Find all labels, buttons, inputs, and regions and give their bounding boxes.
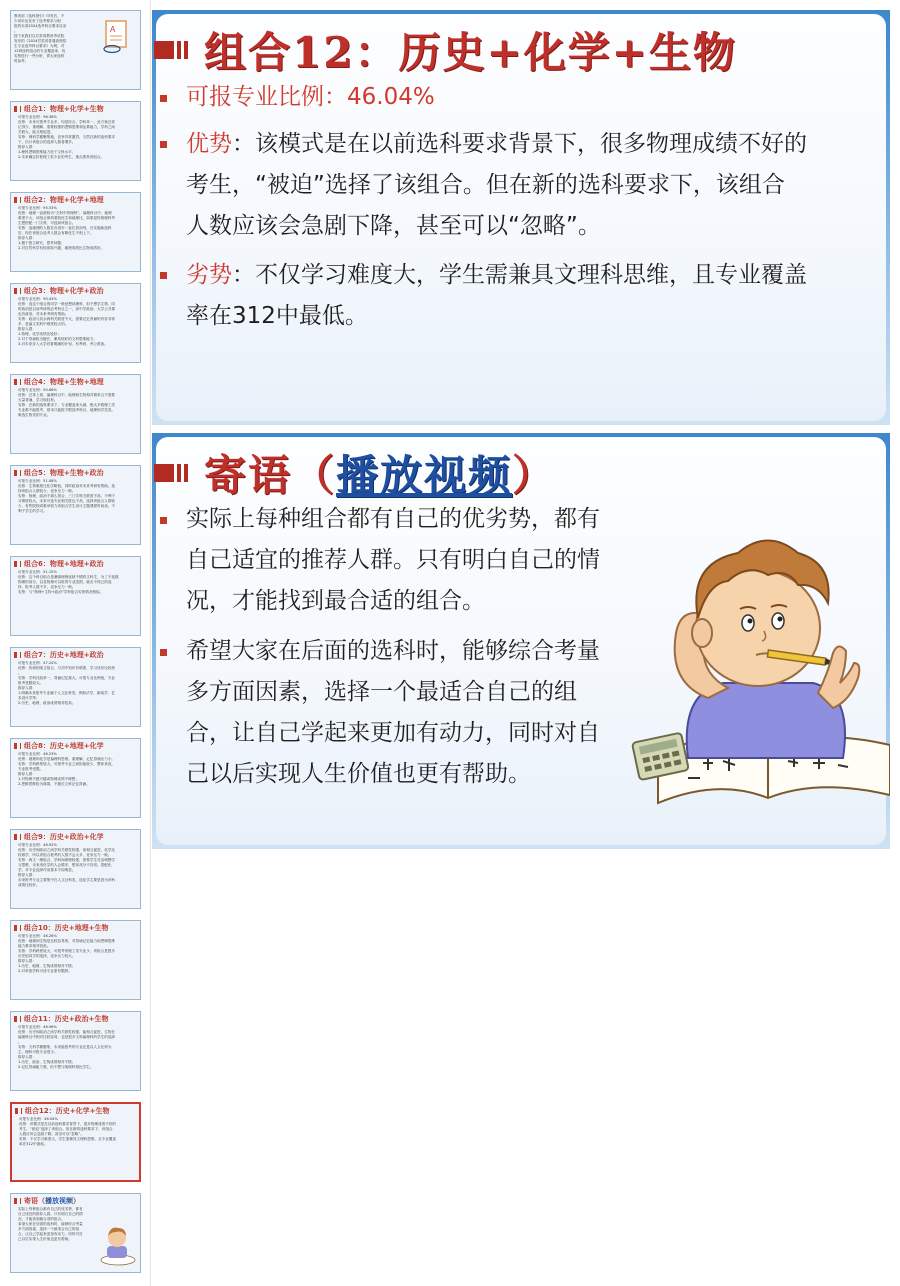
title-bars-decoration (154, 41, 188, 59)
thumb-title: 组合2：物理+化学+地理 (24, 195, 104, 204)
bullet-icon (160, 517, 167, 524)
thumb-text: 推荐人群： (18, 1055, 36, 1059)
thumb-text: 。 (18, 1040, 22, 1044)
thumb-text: 习思维，未来适化学的人会增多，想拿高分不容易。搭配化 (18, 863, 112, 867)
disadvantage-label: 劣势 (186, 262, 232, 288)
thumb-text: 2.历史、地理、政治成绩相对较高。 (18, 701, 76, 705)
title-start: 寄语（ (204, 451, 337, 500)
thumb-text: 专业报考受限。 (18, 767, 44, 771)
thumb-text: 劣势：理科学霸聚集地，竞争异常激烈，当然在新的选科要求 (18, 135, 116, 139)
slide-thumbnail-3[interactable] (10, 283, 141, 363)
thumb-text: 可报专业比例：46.92% (18, 843, 57, 847)
thumb-text: 1.对物理不感兴趣或物理成绩不理想； (18, 777, 79, 781)
thumb-text: 较难学，所以该组合报考的人数不会太多，竞争压力一般。 (18, 853, 112, 857)
thumb-title: 组合4：物理+生物+地理 (24, 377, 104, 386)
thumb-text: 劣势进行一些分析，供大家选科 (14, 54, 65, 58)
thumb-text: 2.对单独学科可适专业需有限制。 (18, 969, 72, 973)
thumb-text: 推荐人群： (18, 236, 36, 240)
advantage-line: ：该模式是在以前选科要求背景下，很多物理成绩不好的 (232, 131, 807, 157)
document-icon (102, 19, 130, 53)
thumb-text: 1.历史、政治、生物成绩相对不错； (18, 1060, 76, 1064)
thumb-text: 1.物理、化学成绩比较好； (18, 332, 61, 336)
slide-closing-message (152, 433, 890, 849)
slide-thumbnail-4[interactable] (10, 374, 141, 454)
thumb-text: 记得少，重理解、需要较强的逻辑思维和运算能力，学科之间 (18, 125, 116, 129)
thumb-text: 己以后实现人生价值也更有帮助。 (18, 1237, 72, 1241)
bullet-icon (160, 272, 167, 279)
thumb-text: 2.未来确定好报理工类专业的考生，重点推荐该组合。 (18, 155, 105, 159)
thumb-text: 可报专业比例：46.04% (19, 1117, 58, 1121)
thumb-text: 时参考。 (14, 59, 29, 63)
thumb-text: 多方面因素，选择一个最适合自己的组 (18, 1227, 80, 1231)
thumb-text: 自己适宜的推荐人群。只有明白自己的情 (18, 1212, 83, 1216)
thumb-text: 劣势：学科跨度较大，可报考的理工类专业少，该组合是很多 (18, 949, 116, 953)
slide-combination-12 (152, 10, 890, 425)
thumb-text: 少，有些院校或难举较力该组合学生设计主题课程时间表，不 (18, 504, 116, 508)
thumb-title: 组合9：历史+政治+化学 (24, 832, 104, 841)
thumb-text: 劣势：与“物理+生物+政治”学科组合劣势情况相似。 (18, 590, 104, 594)
thumb-text: 学，对专业选择作用基本不如明显。 (18, 868, 76, 872)
thumb-text: 劣势：在新的选科要求下，专业覆盖率大减，绝大多数理工类 (18, 403, 116, 407)
thumb-text: 可报专业比例：90.43% (18, 297, 57, 301)
thumb-text: 择，报考人数不多，竞争压力一般。 (18, 585, 76, 589)
thumb-text: 劣势：学科跨度较大，可报考专业之间衔接较少，整体来说， (18, 762, 116, 766)
thumb-title: 组合10：历史+地理+生物 (24, 923, 109, 932)
play-video-link[interactable]: 播放视频 (336, 451, 513, 500)
thumb-title: 组合3：物理+化学+政治 (24, 286, 104, 295)
thumb-title-end: ） (73, 1196, 80, 1205)
thumb-text: 可报专业比例：46.96% (18, 1025, 57, 1029)
slide-thumbnail-intro[interactable] (10, 10, 141, 90)
slide-thumbnail-2[interactable] (10, 192, 141, 272)
thumb-title: 组合7：历史+地理+政治 (24, 650, 104, 659)
thumb-text: 劣势：文科学霸聚集，未来能报考的专业还是以人文社科为 (18, 1045, 112, 1049)
disadvantage-paragraph (186, 255, 876, 337)
thumb-text: 按下来我们以甘肃省教育考试院 (14, 34, 65, 38)
thumb-text: 未来报考专业主要集中在人文社科类，选化学主要是因为该科 (18, 878, 116, 882)
message-paragraph-2 (186, 631, 646, 795)
thumb-title: 组合8：历史+地理+化学 (24, 741, 104, 750)
thumb-text: 1.历史、地理、生物成绩相对不错； (18, 964, 76, 968)
thumb-text: 劣势：政治与其余两科关联度不大，需要记忆背诵的内容非常 (18, 317, 116, 321)
slide-thumbnail-rail (0, 0, 151, 1286)
thumb-text: 推荐人群： (18, 145, 36, 149)
thumb-text: 人数应该会急剧下降，甚至可以“忽略”。 (19, 1132, 84, 1136)
thumb-text: 报考受限较大。 (18, 681, 44, 685)
thumb-title (24, 1196, 80, 1206)
thumb-text: 考生，“被迫”选择了该组合。但在新的选科要求下，该组合 (19, 1127, 113, 1131)
thumb-text: 推荐人群： (18, 772, 36, 776)
advantage-paragraph (186, 124, 876, 247)
thumb-text: 1.理科逻辑思维能力优于文科水平； (18, 150, 76, 154)
slide-thumbnail-12[interactable] (10, 1102, 141, 1182)
thumb-text: 劣势：学科比较单一，背诵记忆重大，可报专业比例低，专业 (18, 676, 116, 680)
bullet-icon (160, 95, 167, 102)
thumb-text: 偏理科目中相对比较容易，也是很多文科偏理科的学生的选择 (18, 1035, 116, 1039)
thumb-text: 教育部《选科指引》印发后，不 (14, 14, 65, 18)
thumb-text: 优势：生物难度比化学略低，同时政治对未来考研有帮助。选 (18, 484, 116, 488)
thumb-text: 成绩比较好。 (18, 883, 40, 887)
thumb-text: 难度不大，该组合保持着较化生和地理比，如果是传统理科考 (18, 216, 116, 220)
thumb-text: 主，理科可报专业很少。 (18, 1050, 58, 1054)
thumb-text: 12种选科组合的专业覆盖率，优 (14, 49, 66, 53)
thumb-text: 。 (14, 29, 18, 33)
thumb-text: 推荐人群： (18, 873, 36, 877)
slide-thumbnail-10[interactable] (10, 920, 141, 1000)
thumb-title: 组合5：物理+生物+政治 (24, 468, 104, 477)
thumb-text: 劣势：不仅学习难度大，学生需兼具文理科思维，且专业覆盖 (19, 1137, 117, 1141)
thumb-title-start: 寄语（ (24, 1196, 45, 1205)
slide-thumbnail-8[interactable] (10, 738, 141, 818)
thumb-text: 2.记忆背诵能力强，但不想与纯理科相比学生。 (18, 1065, 94, 1069)
thumb-text: 生专业选考科目要求》为例，对 (14, 44, 65, 48)
message-line: 实际上每种组合都有自己的优劣势，都有 (186, 506, 600, 532)
thumb-text: 组的本省2024选考科目要求目录 (14, 24, 67, 28)
disadvantage-line: ：不仅学习难度大，学生需兼具文理科思维，且专业覆盖 (232, 262, 807, 288)
thumb-text: 少省市也发布了选考要求与相 (14, 19, 61, 23)
svg-text:A: A (110, 25, 116, 34)
thumb-title: 组合6：物理+地理+政治 (24, 559, 104, 568)
thumb-text: 历史组同学的选择，竞争压力较大。 (18, 954, 76, 958)
thumb-text: 可报专业比例：96.36% (18, 115, 57, 119)
slide-thumbnail-13[interactable] (10, 1193, 141, 1273)
thumb-text: 推荐人群： (18, 686, 36, 690)
slide-thumbnail-5[interactable] (10, 465, 141, 545)
title-bars-decoration (154, 464, 188, 482)
thumb-text: 实际上每种组合都有自己的优劣势，都有 (18, 1207, 83, 1211)
thumb-text: 1.擅于独立研究，思考问题； (18, 241, 65, 245)
thumb-text: 可报专业比例：46.26% (18, 934, 57, 938)
thumb-title: 组合11：历史+政治+生物 (24, 1014, 109, 1023)
thumb-text: 专业都不能报考，基本只能报不限选考科目、地理和学类类。 (18, 408, 116, 412)
thumb-text: 优势：传统的纯文组合，与初中知识有联系，学习适应比较快 (18, 666, 116, 670)
thinking-boy-mini-icon (96, 1224, 136, 1266)
message-line: 合，让自己学起来更加有动力，同时对自 (186, 720, 600, 746)
thumb-text: 习难度较大，未来可选专业相关度也不高，选择该组合人群较 (18, 499, 116, 503)
thumb-text: 优势：这个科目组合是兼顾理理优缺不错的文科生，为了不选数 (18, 575, 119, 579)
thumb-text: 利于学生的学习。 (18, 509, 47, 513)
thumb-text: 率在312中最低。 (19, 1142, 48, 1146)
disadvantage-line: 率在312中最低。 (186, 303, 368, 329)
message-line: 自己适宜的推荐人群。只有明白自己的情 (186, 547, 600, 573)
thumb-text: 况，才能找到最合适的组合。 (18, 1217, 65, 1221)
thumb-text: 难选生物类的专业。 (18, 413, 51, 417)
thumb-text: 2.对自然科学有较浓厚兴趣，地理成绩比生物成绩好。 (18, 246, 105, 250)
thumb-text: 可报专业比例：51.15% (18, 570, 57, 574)
thumb-text: 生想搭配一门文科，可选择该组合。 (18, 221, 76, 225)
advantage-label: 优势 (186, 131, 232, 157)
advantage-line: 人数应该会急剧下降，甚至可以“忽略”。 (186, 213, 601, 239)
thumb-text: 优势：该模式是在以前选科要求背景下，很多物理成绩不好的 (19, 1122, 117, 1126)
message-line: 希望大家在后面的选科时，能够综合考量 (186, 638, 600, 664)
thumb-text: 也有政治，对未来考研有帮助。 (18, 312, 69, 316)
thumb-text: 优势：总体上看，偏理科目中，地理和生物相对简单且不需要 (18, 393, 116, 397)
thumb-text: 合，让自己学起来更加有动力，同时对自 (18, 1232, 83, 1236)
thumb-text: 可报专业比例：46.23% (18, 752, 57, 756)
thumb-text: 1.明确未来报考专业属于人文社科类，例如法学、新闻学、艺 (18, 691, 115, 695)
thumb-text: 择该组合人群较少，竞争压力一般。 (18, 489, 76, 493)
message-paragraph-1 (186, 499, 646, 622)
thumb-text: 优势：历史和政治之间学科关联性较强，前相互促进，化学比 (18, 848, 116, 852)
slide-thumbnail-11[interactable] (10, 1011, 141, 1091)
thumb-text: 3.对未来步入大学有着明确的计划，有考研、考公准备。 (18, 342, 108, 346)
bullet-icon (160, 649, 167, 656)
thumb-text: 大量背诵，学习较轻松。 (18, 398, 58, 402)
thumb-text: 优势：选这个组合的同学一般是想读理科，但不想学生物，同 (18, 302, 116, 306)
thumb-text: 2.对于背诵较为擅长，兼具较好的文科思维能力； (18, 337, 97, 341)
advantage-line: 考生，“被迫”选择了该组合。但在新的选科要求下，该组合 (186, 172, 785, 198)
thumb-text: 可报专业比例：50.66% (18, 388, 57, 392)
thumb-text: 多，是偏文类科中难度较大的。 (18, 322, 69, 326)
bullet-icon (160, 141, 167, 148)
slide-thumbnail-7[interactable] (10, 647, 141, 727)
thumb-text: 下，估计该组合的选择人数将增多。 (18, 140, 76, 144)
page-title (204, 443, 556, 503)
thumb-text: 劣势：选地理的人数在各省市一直位居前列，在实施新选科 (18, 226, 112, 230)
slide-thumbnail-6[interactable] (10, 556, 141, 636)
slide-thumbnail-9[interactable] (10, 829, 141, 909)
message-line: 况，才能找到最合适的组合。 (186, 588, 485, 614)
thumb-text: 。 (18, 671, 22, 675)
thumb-text: 推荐人群： (18, 327, 36, 331)
thumb-text: 可报专业比例：51.08% (18, 479, 57, 483)
thumb-title: 组合12：历史+化学+生物 (25, 1106, 110, 1115)
thumb-text: 希望大家在后面的选科时，能够综合考量 (18, 1222, 83, 1226)
thumb-text: 优势：未来可报考专业多，均是综合、学科单一，此方案总体 (18, 120, 116, 124)
thumb-text: 可报专业比例：95.53% (18, 206, 57, 210)
thumb-text: 推荐人群： (18, 959, 36, 963)
slide-thumbnail-1[interactable] (10, 101, 141, 181)
thumb-text: 2.逻辑思维较为薄弱，不擅长文科记忆背诵。 (18, 782, 90, 786)
thumb-text: 优势：地理和生物是比较容易的，对背诵记忆能力和逻辑思维 (18, 939, 116, 943)
title-end: ） (512, 451, 557, 500)
thinking-boy-illustration (628, 523, 890, 808)
thumb-text: 优势：地理一直被称为“文科中的理科”，偏理科目中，地理 (18, 211, 112, 215)
thumb-text: 劣势：两文一理组合，学科间难理较强，需要学生灵活调整学 (18, 858, 116, 862)
thumb-text: 优势：地理和化学是偏理科思维，重理解，记忆背诵压力小。 (18, 757, 116, 761)
thumb-title-link: 播放视频 (45, 1196, 73, 1205)
message-line: 多方面因素，选择一个最适合自己的组 (186, 679, 577, 705)
slide-header (154, 20, 737, 80)
ratio-text: 可报专业比例：46.04% (186, 84, 435, 110)
message-line: 己以后实现人生价值也更有帮助。 (186, 761, 531, 787)
page-title: 组合12：历史+化学+生物 (204, 28, 737, 77)
thumb-text: 物理的高分，以及物理可以报的专业范围，就出不得已的选 (18, 580, 112, 584)
thumb-text: 时政治是目前考研的必考科目之一，高中学政治，大学公共课 (18, 307, 116, 311)
thumb-title: 组合1：物理+化学+生物 (24, 104, 104, 113)
thumb-text: 关联大，能互相促进。 (18, 130, 54, 134)
thumb-text: 发布的《2024甘肃省普通高校招 (14, 39, 67, 43)
thumb-text: 可报专业比例：47.24% (18, 661, 57, 665)
thumb-text: 能力要求相对较低。 (18, 944, 51, 948)
thumb-text: 后，现在该组合选考人数会有略化生不相上下。 (18, 231, 94, 235)
thumb-text: 劣势：物理、政治不那么契合，三门学科关联度不高，不利于 (18, 494, 116, 498)
thumb-text: 术设计学等； (18, 696, 40, 700)
slide-header (154, 443, 556, 503)
thumb-text: 优势：历史和政治之间学科关联性较强，能相互促进，生物在 (18, 1030, 116, 1034)
